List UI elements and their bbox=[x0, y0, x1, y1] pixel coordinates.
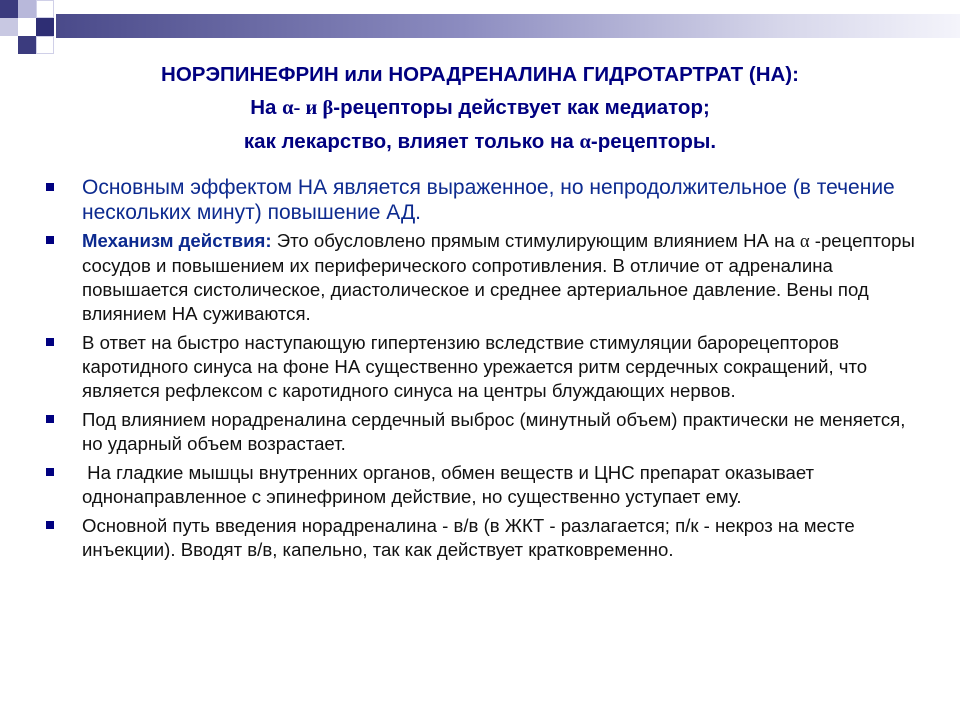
deco-square bbox=[0, 0, 18, 18]
bullet-text: Основным эффектом НА является выраженное, но непродолжительное (в течение нескольких минут) повышение АД. bbox=[82, 176, 895, 224]
bullet-text: На гладкие мышцы внутренних органов, обмен веществ и ЦНС препарат оказывает однонаправленное с эпинефрином действие, но существенно уступает ему. bbox=[82, 462, 820, 507]
deco-square bbox=[18, 36, 36, 54]
title-line-3: как лекарство, влияет только на α-рецепторы. bbox=[243, 130, 717, 153]
list-item bbox=[46, 514, 926, 562]
deco-square bbox=[36, 36, 54, 54]
list-item bbox=[46, 408, 926, 456]
bullet-text: Основной путь введения норадреналина - в/в (в ЖКТ - разлагается; п/к - некроз на месте инъекции). Вводят в/в, капельно, так как действует кратковременно. bbox=[82, 515, 855, 560]
deco-square bbox=[18, 18, 36, 36]
header-gradient-bar bbox=[56, 14, 960, 38]
title-line-2: На α- и β-рецепторы действует как медиатор; bbox=[250, 96, 710, 119]
slide-title bbox=[0, 58, 960, 159]
square-bullet-icon bbox=[46, 183, 54, 191]
deco-square bbox=[0, 18, 18, 36]
deco-square bbox=[36, 18, 54, 36]
deco-square bbox=[18, 0, 36, 18]
deco-square bbox=[0, 36, 18, 54]
greek-alpha: α bbox=[799, 231, 810, 252]
deco-square bbox=[36, 0, 54, 18]
square-bullet-icon bbox=[46, 415, 54, 423]
bullet-text: В ответ на быстро наступающую гипертензию вследствие стимуляции барорецепторов каротидного синуса на фоне НА существенно урежается ритм сердечных сокращений, что является рефлексом с каротидного синуса на центры блуждающих нервов. bbox=[82, 332, 868, 401]
square-bullet-icon bbox=[46, 236, 54, 244]
square-bullet-icon bbox=[46, 521, 54, 529]
bullet-text: Механизм действия: Это обусловлено прямым стимулирующим влиянием НА на α -рецепторы сосудов и повышением их периферического сопротивления. В отличие от адреналина повышается систолическое, диастолическое и среднее артериальное давление. Вены под влиянием НА суживаются. bbox=[82, 230, 915, 324]
greek-alpha-beta: α- и β bbox=[282, 97, 334, 119]
title-line-1: НОРЭПИНЕФРИН или НОРАДРЕНАЛИНА ГИДРОТАРТРАТ (НА): bbox=[161, 63, 799, 86]
list-item bbox=[46, 461, 926, 509]
list-item bbox=[46, 175, 926, 225]
square-bullet-icon bbox=[46, 468, 54, 476]
greek-alpha: α bbox=[579, 131, 591, 153]
square-bullet-icon bbox=[46, 338, 54, 346]
list-item bbox=[46, 229, 926, 326]
mechanism-label: Механизм действия: bbox=[82, 230, 272, 251]
bullet-text: Под влиянием норадреналина сердечный выброс (минутный объем) практически не меняется, но ударный объем возрастает. bbox=[82, 409, 906, 454]
bullet-list bbox=[46, 175, 926, 567]
list-item bbox=[46, 331, 926, 403]
